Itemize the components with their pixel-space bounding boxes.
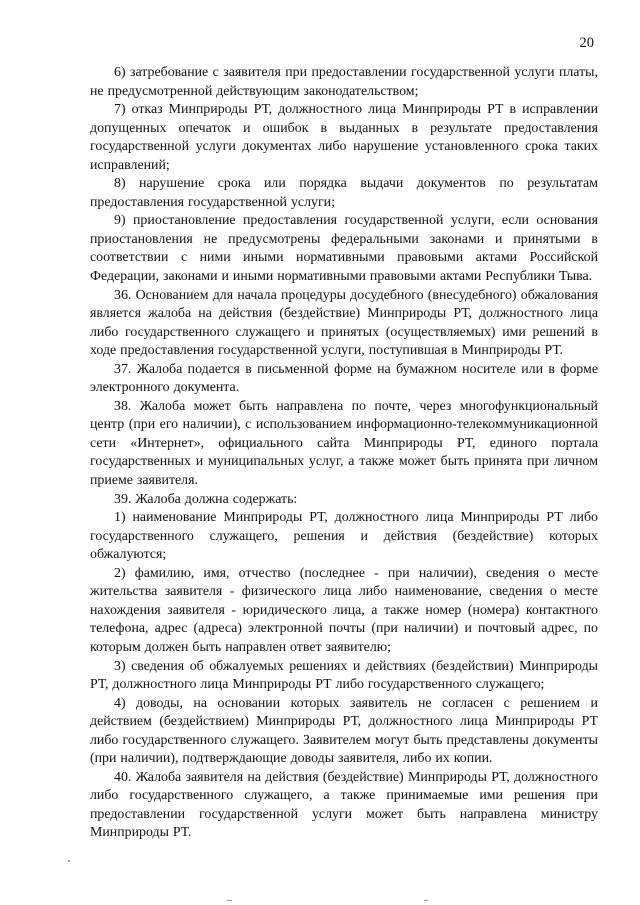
paragraph-section-36: 36. Основанием для начала процедуры досудебного (внесудебного) обжалования является жалоба на действия (бездействие) Минприроды РТ, должностного лица либо государственного служащего и принятых (осуществляемых) ими решений в ходе предоставления государственной услуги, поступившая в Минприроды РТ.: [90, 287, 598, 359]
paragraph-section-40: 40. Жалоба заявителя на действия (бездействие) Минприроды РТ, должностного либо государственного служащего, а также принимаемые ими решения при предоставлении государственной услуги может быть направлена министру Минприроды РТ.: [90, 769, 598, 841]
scan-artifact-left: [68, 860, 70, 862]
paragraph-section-37: 37. Жалоба подается в письменной форме на бумажном носителе или в форме электронного документа.: [90, 361, 598, 396]
scan-artifact-bottom-left: [227, 900, 232, 901]
document-body: [90, 64, 598, 843]
page-number: 20: [579, 35, 594, 51]
scan-artifact-bottom-right: [424, 900, 428, 901]
paragraph-subitem-3: 3) сведения об обжалуемых решениях и действиях (бездействии) Минприроды РТ, должностного лица Минприроды РТ либо государственного служащего;: [90, 658, 598, 693]
paragraph-item-9: 9) приостановление предоставления государственной услуги, если основания приостановления не предусмотрены федеральными законами и принятыми в соответствии с ними иными нормативными правовыми актами Российской Федерации, законами и иными нормативными правовыми актами Республики Тыва.: [90, 213, 598, 285]
paragraph-section-39: 39. Жалоба должна содержать:: [114, 491, 298, 507]
paragraph-section-38: 38. Жалоба может быть направлена по почте, через многофункциональный центр (при его наличии), с использованием информационно-телекоммуникационной сети «Интернет», официального сайта Минприроды РТ, единого портала государственных и муниципальных услуг, а также может быть принята при личном приеме заявителя.: [90, 398, 598, 489]
paragraph-subitem-2: 2) фамилию, имя, отчество (последнее - при наличии), сведения о месте жительства заявителя - физического лица либо наименование, сведения о месте нахождения заявителя - юридического лица, а также номер (номера) контактного телефона, адрес (адреса) электронной почты (при наличии) и почтовый адрес, по которым должен быть направлен ответ заявителю;: [90, 565, 598, 655]
paragraph-item-7: 7) отказ Минприроды РТ, должностного лица Минприроды РТ в исправлении допущенных опечаток и ошибок в выданных в результате предоставления государственной услуги документах либо нарушение установленного срока таких исправлений;: [90, 102, 598, 173]
paragraph-item-6: 6) затребование с заявителя при предоставлении государственной услуги платы, не предусмотренной действующим законодательством;: [90, 65, 598, 99]
paragraph-subitem-4: 4) доводы, на основании которых заявитель не согласен с решением и действием (бездействием) Минприроды РТ, должностного лица Минприроды РТ либо государственного служащего. Заявителем могут быть представлены документы (при наличии), подтверждающие доводы заявителя, либо их копии.: [90, 695, 598, 767]
paragraph-item-8: 8) нарушение срока или порядка выдачи документов по результатам предоставления государственной услуги;: [90, 176, 598, 210]
paragraph-subitem-1: 1) наименование Минприроды РТ, должностного лица Минприроды РТ либо государственного служащего, решения и действия (бездействие) которых обжалуются;: [90, 510, 598, 563]
